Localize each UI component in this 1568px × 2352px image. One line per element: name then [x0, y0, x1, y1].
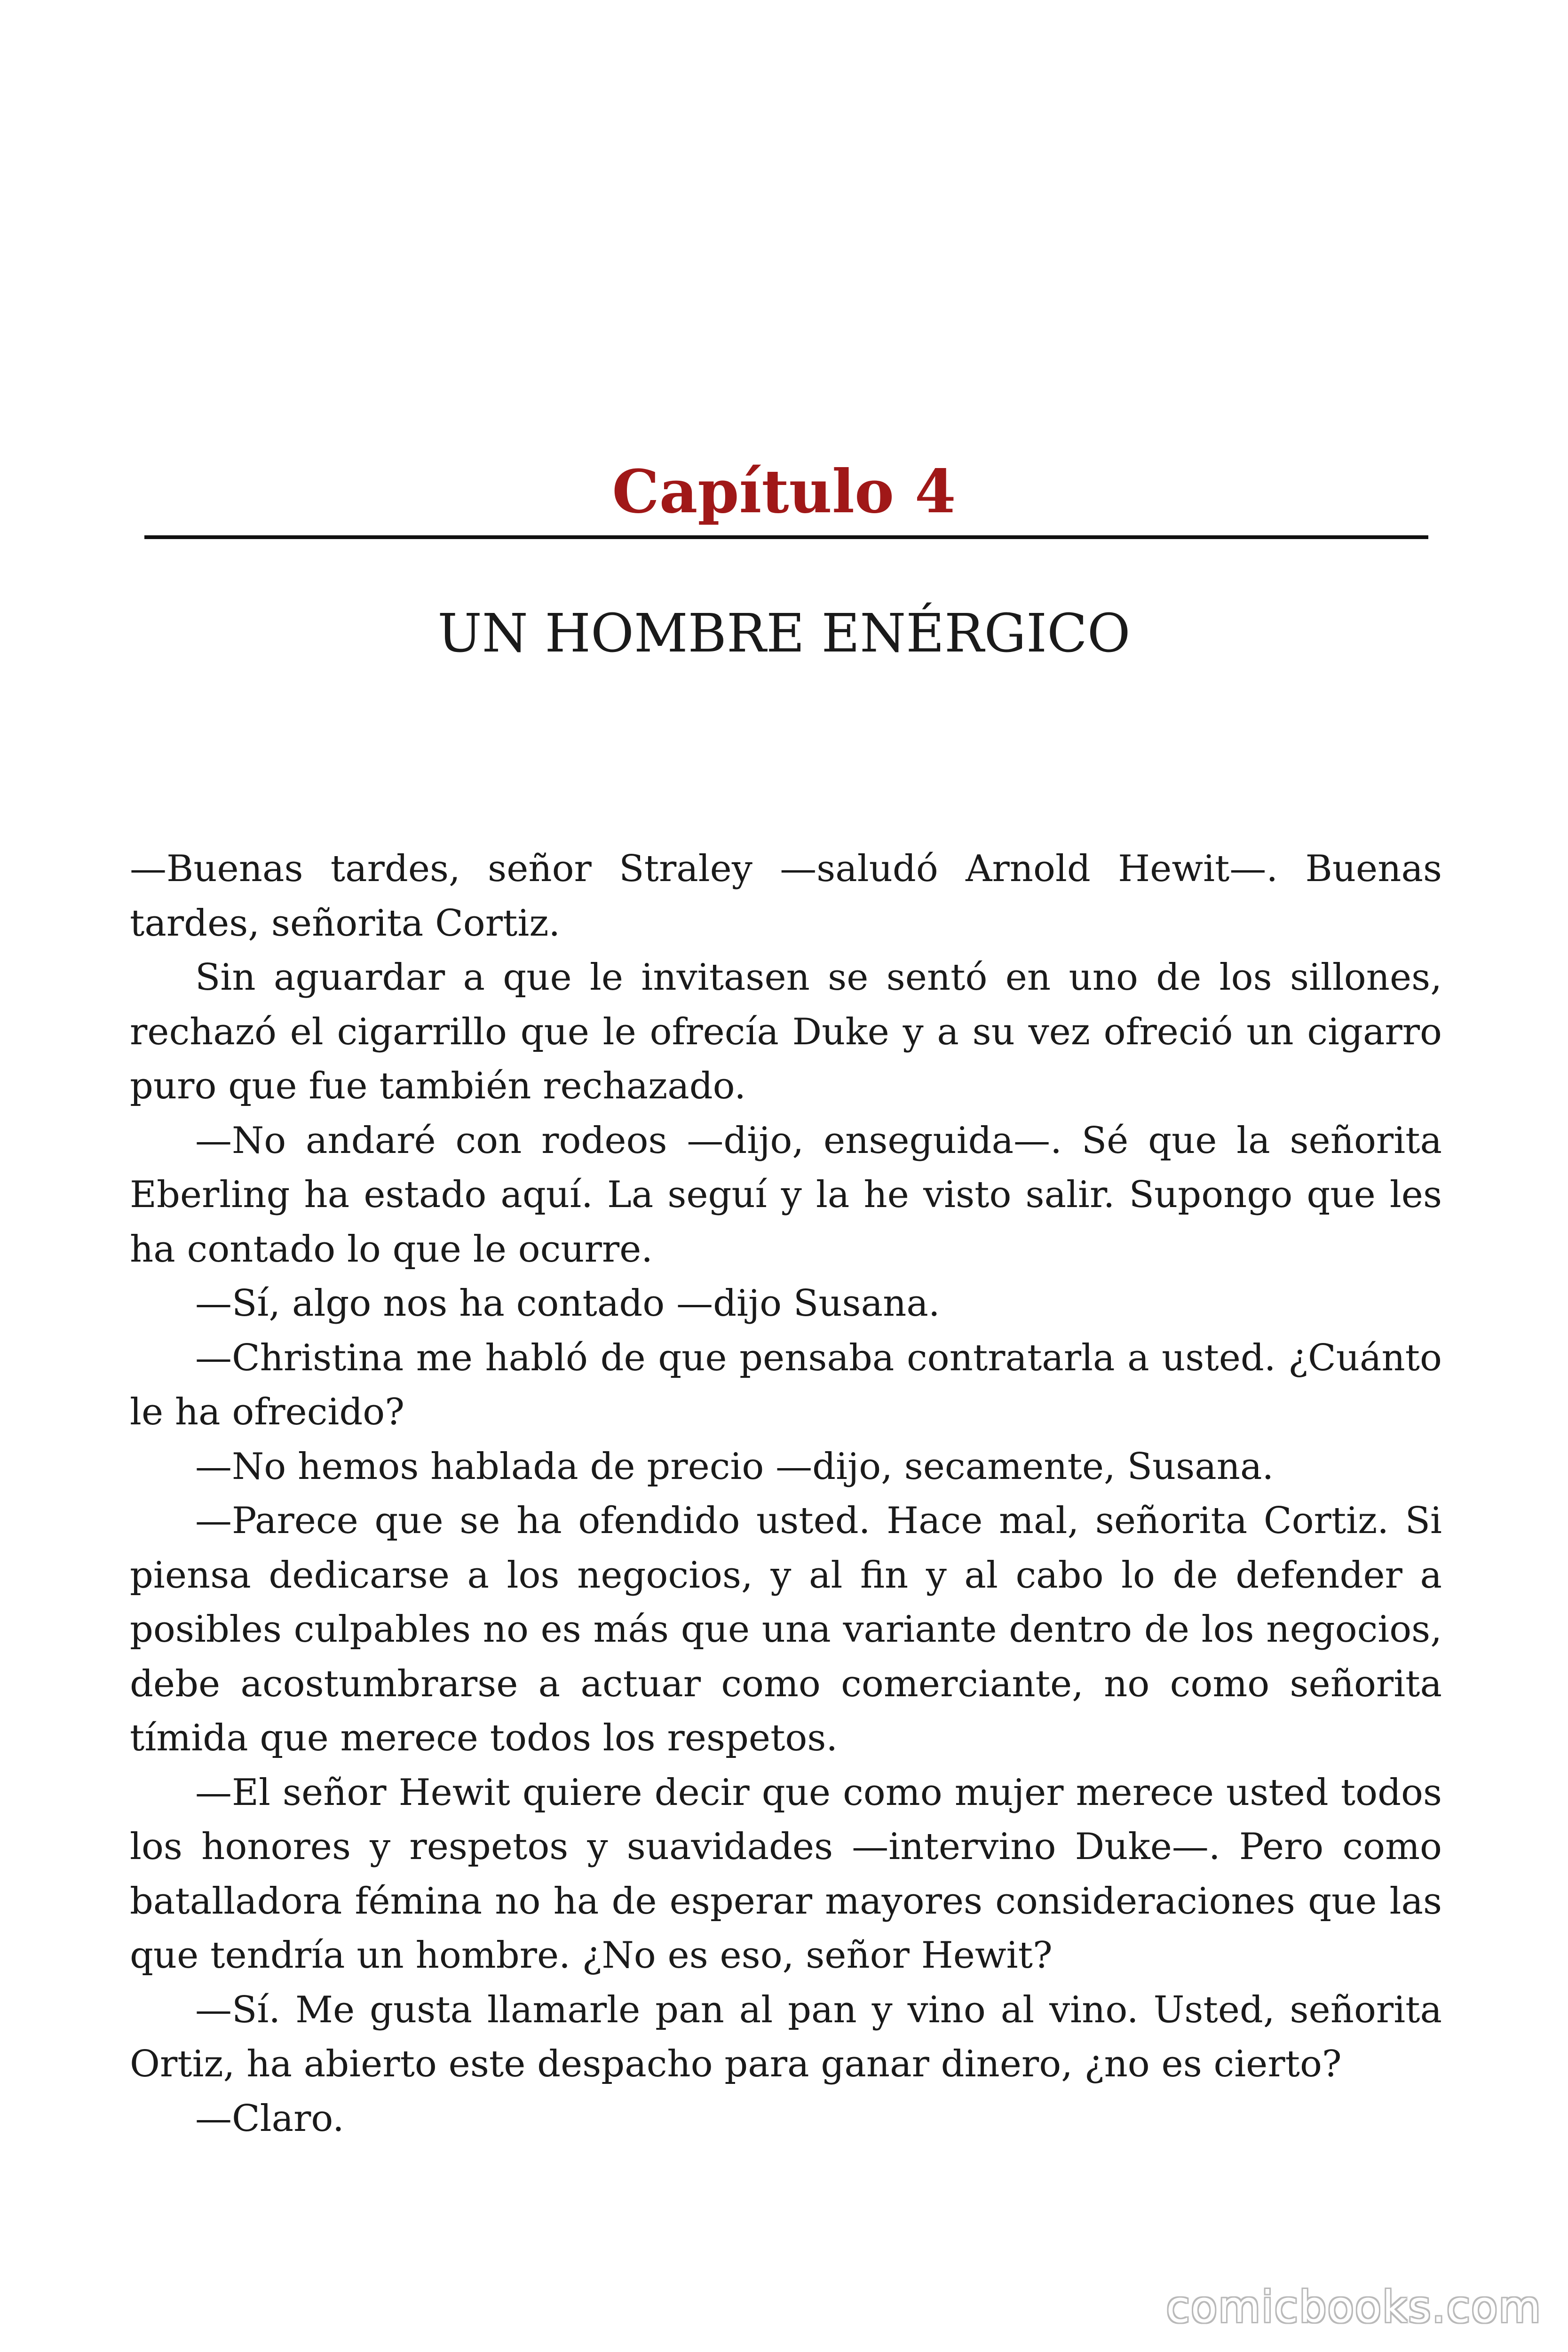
- paragraph: —Parece que se ha ofendido usted. Hace mal, señorita Cortiz. Si piensa dedicarse a los negocios, y al fin y al cabo lo de defender a posibles culpables no es más que una variante dentro de los negocios, debe acostumbrarse a actuar como comerciante, no como señorita tímida que merece todos los respetos.: [130, 1500, 1442, 1759]
- paragraph: Sin aguardar a que le invitasen se sentó en uno de los sillones, rechazó el cigarrillo que le ofrecía Duke y a su vez ofreció un cigarro puro que fue también rechazado.: [130, 956, 1442, 1107]
- paragraph: —Sí, algo nos ha contado —dijo Susana.: [195, 1282, 940, 1325]
- chapter-body: [130, 842, 1442, 2146]
- paragraph: —El señor Hewit quiere decir que como mujer merece usted todos los honores y respetos y suavidades —intervino Duke—. Pero como batalladora fémina no ha de esperar mayores consideraciones que las que tendría un hombre. ¿No es eso, señor Hewit?: [130, 1771, 1442, 1977]
- chapter-title: UN HOMBRE ENÉRGICO: [437, 603, 1131, 664]
- chapter-divider: [144, 535, 1428, 539]
- chapter-heading: Capítulo 4: [612, 457, 956, 526]
- paragraph: —Claro.: [195, 2097, 344, 2140]
- paragraph: —Christina me habló de que pensaba contratarla a usted. ¿Cuánto le ha ofrecido?: [130, 1336, 1442, 1433]
- paragraph: —No andaré con rodeos —dijo, enseguida—. Sé que la señorita Eberling ha estado aquí. La seguí y la he visto salir. Supongo que les ha contado lo que le ocurre.: [130, 1119, 1442, 1271]
- paragraph: —Sí. Me gusta llamarle pan al pan y vino al vino. Usted, señorita Ortiz, ha abierto este despacho para ganar dinero, ¿no es cierto?: [130, 1988, 1442, 2085]
- paragraph: —Buenas tardes, señor Straley —saludó Arnold Hewit—. Buenas tardes, señorita Cortiz.: [130, 848, 1442, 945]
- paragraph: —No hemos hablada de precio —dijo, secamente, Susana.: [195, 1445, 1274, 1488]
- watermark: comicbooks.com: [1166, 2282, 1542, 2332]
